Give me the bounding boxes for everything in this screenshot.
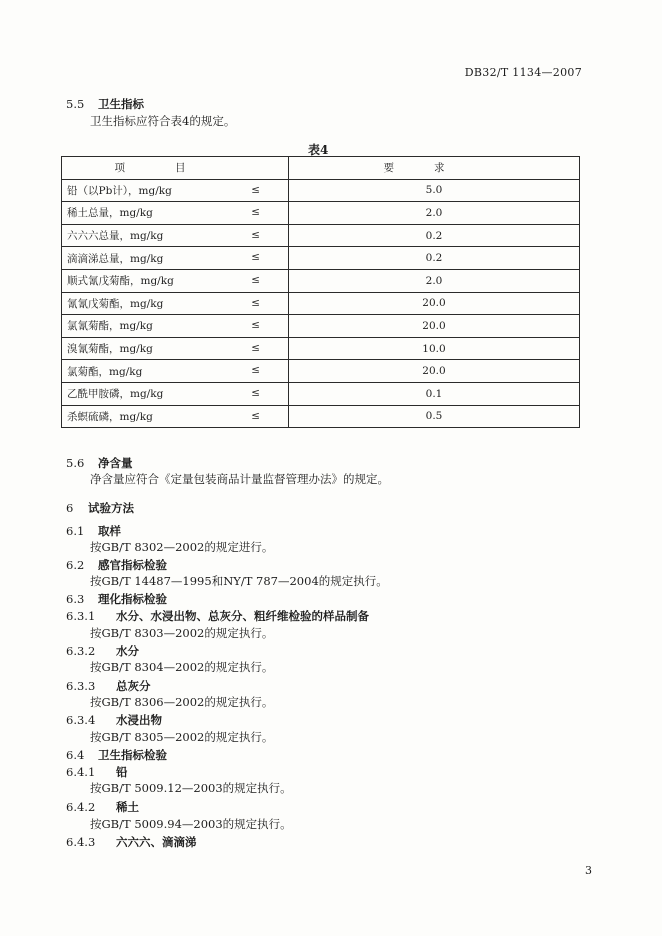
less-or-equal-symbol: ≤: [251, 228, 260, 241]
item-label: 铅（以Pb计），mg/kg: [67, 184, 172, 197]
section-6-3-4-body: 按GB/T 8305—2002的规定执行。: [90, 730, 274, 744]
section-title: 试验方法: [88, 501, 134, 515]
table-row: [62, 179, 580, 202]
section-6-2-body: 按GB/T 14487—1995和NY/T 787—2004的规定执行。: [90, 574, 388, 588]
section-6-3-4-heading: [66, 712, 162, 728]
section-6-4-1-heading: [66, 764, 128, 780]
table-row: [62, 337, 580, 360]
section-6-2-heading: [66, 557, 167, 573]
item-label: 顺式氰戊菊酯，mg/kg: [67, 275, 174, 288]
table-body: [62, 179, 580, 428]
item-label: 溴氰菊酯，mg/kg: [67, 343, 153, 356]
section-title: 取样: [98, 524, 121, 538]
table-cell-item: [62, 247, 289, 270]
table-cell-requirement: 0.2: [289, 247, 580, 270]
section-title: 水分、水浸出物、总灰分、粗纤维检验的样品制备: [116, 609, 369, 623]
section-number: 6.2: [66, 558, 85, 572]
section-6-3-3-heading: [66, 678, 151, 694]
table-cell-requirement: 0.1: [289, 382, 580, 405]
table-cell-item: [62, 179, 289, 202]
section-6-4-heading: [66, 747, 167, 763]
table-cell-item: [62, 405, 289, 428]
section-title: 感官指标检验: [98, 558, 167, 572]
less-or-equal-symbol: ≤: [251, 386, 260, 399]
table-cell-item: [62, 292, 289, 315]
section-number: 5.6: [66, 456, 85, 470]
section-title: 卫生指标检验: [98, 748, 167, 762]
item-label: 乙酰甲胺磷，mg/kg: [67, 388, 164, 401]
section-title: 水分: [116, 644, 139, 658]
section-number: 6.3.4: [66, 713, 96, 727]
section-number: 6.4.2: [66, 800, 96, 814]
section-number: 6.3.1: [66, 609, 96, 623]
table-cell-requirement: 20.0: [289, 315, 580, 338]
table-cell-item: [62, 337, 289, 360]
item-label: 六六六总量，mg/kg: [67, 230, 164, 243]
table-row: [62, 292, 580, 315]
section-number: 6.3.2: [66, 644, 96, 658]
less-or-equal-symbol: ≤: [251, 409, 260, 422]
table-cell-requirement: 20.0: [289, 292, 580, 315]
less-or-equal-symbol: ≤: [251, 296, 260, 309]
table-cell-item: [62, 360, 289, 383]
section-6-heading: [66, 500, 134, 516]
section-number: 6.1: [66, 524, 85, 538]
table-cell-item: [62, 202, 289, 225]
section-number: 6: [66, 501, 74, 515]
table-cell-requirement: 0.5: [289, 405, 580, 428]
section-title: 净含量: [98, 456, 133, 470]
section-title: 总灰分: [116, 679, 151, 693]
section-title: 稀土: [116, 800, 139, 814]
item-label: 滴滴涕总量，mg/kg: [67, 252, 164, 265]
section-6-3-2-heading: [66, 643, 139, 659]
table-row: [62, 224, 580, 247]
section-number: 6.3.3: [66, 679, 96, 693]
table-cell-requirement: 2.0: [289, 202, 580, 225]
table-cell-item: [62, 224, 289, 247]
less-or-equal-symbol: ≤: [251, 273, 260, 286]
section-5-5-heading: [66, 96, 144, 112]
table-row: [62, 247, 580, 270]
less-or-equal-symbol: ≤: [251, 183, 260, 196]
section-6-3-3-body: 按GB/T 8306—2002的规定执行。: [90, 695, 274, 709]
section-title: 水浸出物: [116, 713, 162, 727]
table-caption: 表4: [308, 143, 329, 157]
section-6-4-2-body: 按GB/T 5009.94—2003的规定执行。: [90, 817, 292, 831]
table-row: [62, 382, 580, 405]
section-6-3-heading: [66, 591, 167, 607]
table-cell-requirement: 0.2: [289, 224, 580, 247]
table-row: [62, 269, 580, 292]
section-number: 6.4.3: [66, 835, 96, 849]
section-5-6-body: 净含量应符合《定量包装商品计量监督管理办法》的规定。: [90, 472, 389, 486]
section-5-5-body: 卫生指标应符合表4的规定。: [90, 114, 236, 128]
table-cell-item: [62, 315, 289, 338]
table-row: [62, 405, 580, 428]
section-number: 6.3: [66, 592, 85, 606]
item-label: 氯菊酯，mg/kg: [67, 365, 143, 378]
column-header-item: 项目: [62, 157, 289, 180]
section-title: 理化指标检验: [98, 592, 167, 606]
item-label: 稀土总量，mg/kg: [67, 207, 153, 220]
item-label: 杀螟硫磷，mg/kg: [67, 410, 153, 423]
section-6-1-body: 按GB/T 8302—2002的规定进行。: [90, 540, 274, 554]
hygiene-index-table: [61, 156, 580, 428]
section-title: 铅: [116, 765, 128, 779]
section-title: 卫生指标: [98, 97, 144, 111]
section-title: 六六六、滴滴涕: [116, 835, 197, 849]
section-number: 6.4.1: [66, 765, 96, 779]
item-label: 氯氰菊酯，mg/kg: [67, 320, 153, 333]
table-row: [62, 360, 580, 383]
section-6-3-1-body: 按GB/T 8303—2002的规定执行。: [90, 626, 274, 640]
section-5-6-heading: [66, 455, 133, 471]
table-cell-requirement: 2.0: [289, 269, 580, 292]
section-6-3-2-body: 按GB/T 8304—2002的规定执行。: [90, 660, 274, 674]
less-or-equal-symbol: ≤: [251, 364, 260, 377]
section-6-4-3-heading: [66, 834, 197, 850]
section-6-4-2-heading: [66, 799, 139, 815]
section-6-3-1-heading: [66, 608, 369, 624]
table-cell-item: [62, 382, 289, 405]
section-number: 5.5: [66, 97, 85, 111]
table-cell-requirement: 20.0: [289, 360, 580, 383]
table-row: [62, 202, 580, 225]
page-number: 3: [585, 864, 592, 877]
table-row: [62, 315, 580, 338]
less-or-equal-symbol: ≤: [251, 251, 260, 264]
table-header-row: [62, 157, 580, 180]
item-label: 氰氰戊菊酯，mg/kg: [67, 297, 164, 310]
table-cell-item: [62, 269, 289, 292]
less-or-equal-symbol: ≤: [251, 319, 260, 332]
table-cell-requirement: 5.0: [289, 179, 580, 202]
section-6-1-heading: [66, 523, 121, 539]
column-header-requirement: 要求: [289, 157, 580, 180]
section-6-4-1-body: 按GB/T 5009.12—2003的规定执行。: [90, 781, 292, 795]
table-cell-requirement: 10.0: [289, 337, 580, 360]
less-or-equal-symbol: ≤: [251, 206, 260, 219]
document-code: DB32/T 1134—2007: [464, 66, 582, 79]
less-or-equal-symbol: ≤: [251, 341, 260, 354]
section-number: 6.4: [66, 748, 85, 762]
